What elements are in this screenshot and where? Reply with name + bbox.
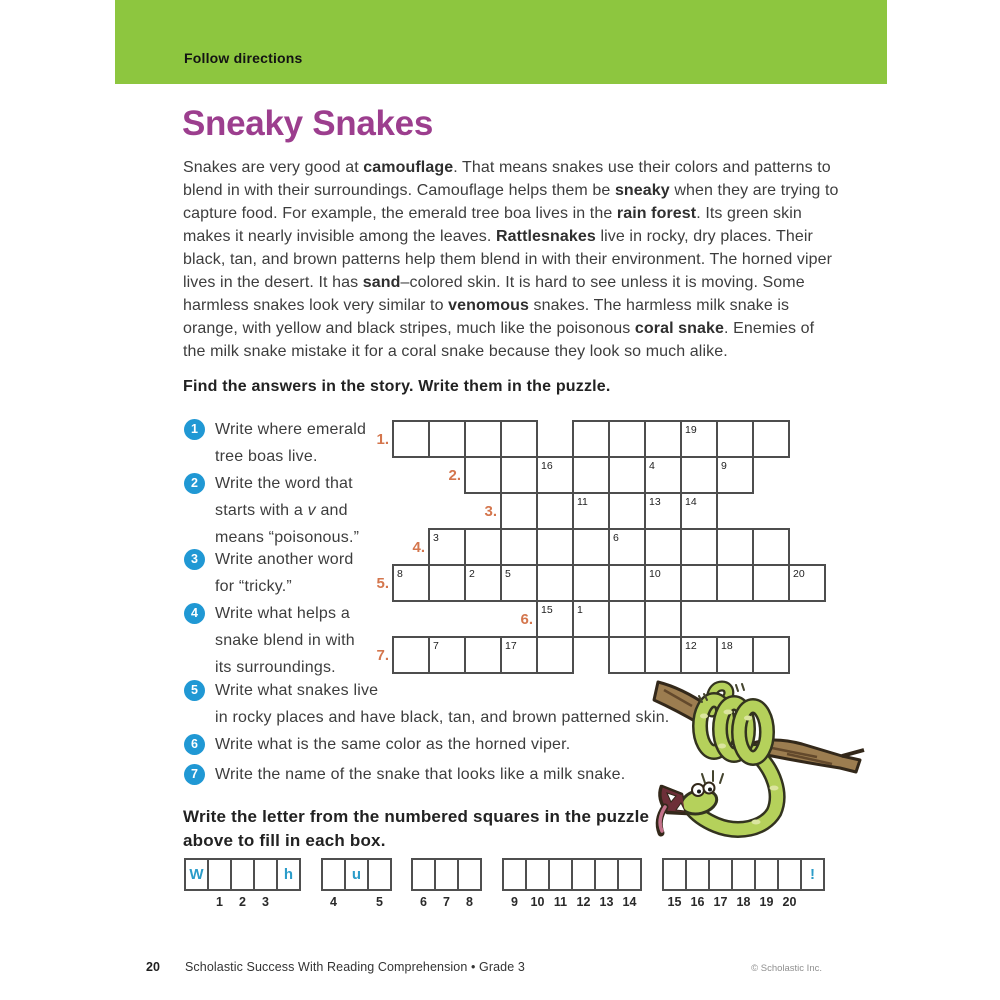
puzzle-cell-number: 6 (613, 532, 619, 544)
question-text: Write what helps a snake blend in with its surroundings. (215, 605, 355, 676)
puzzle-row-label: 7. (376, 647, 389, 664)
puzzle-cell[interactable] (500, 420, 538, 458)
puzzle-directions-heading: Find the answers in the story. Write them in the puzzle. (183, 378, 611, 395)
puzzle-cell[interactable] (428, 564, 466, 602)
puzzle-row-label: 3. (484, 503, 497, 520)
answer-box[interactable] (571, 858, 596, 891)
answer-box-number: 8 (466, 895, 473, 909)
puzzle-cell[interactable] (572, 456, 610, 494)
answer-box[interactable] (662, 858, 687, 891)
answer-box[interactable] (754, 858, 779, 891)
puzzle-cell-number: 14 (685, 496, 697, 508)
story-paragraph (183, 156, 841, 363)
question-number-badge: 1 (184, 419, 205, 440)
puzzle-cell[interactable] (608, 636, 646, 674)
answer-box-number: 4 (330, 895, 337, 909)
puzzle-cell[interactable] (608, 492, 646, 530)
puzzle-cell-number: 2 (469, 568, 475, 580)
answer-box[interactable] (321, 858, 346, 891)
answer-box-number: 5 (376, 895, 383, 909)
puzzle-cell[interactable] (644, 528, 682, 566)
puzzle-cell[interactable] (464, 528, 502, 566)
puzzle-cell[interactable] (536, 492, 574, 530)
page-title: Sneaky Snakes (182, 104, 433, 143)
question-text: Write another word for “tricky.” (215, 551, 354, 595)
question-number-badge: 5 (184, 680, 205, 701)
answer-box-number: 16 (690, 895, 705, 909)
copyright-notice: © Scholastic Inc. (751, 963, 822, 974)
answer-box-number: 13 (599, 895, 614, 909)
puzzle-cell[interactable] (464, 420, 502, 458)
puzzle-cell-number: 10 (649, 568, 661, 580)
puzzle-cell[interactable] (716, 564, 754, 602)
paragraph-text: snakes. The harmless milk snake is orange, with yellow and black stripes, much like the poisonous (183, 297, 790, 337)
answer-box-number: 19 (759, 895, 774, 909)
book-title: Scholastic Success With Reading Comprehension • Grade 3 (185, 960, 525, 974)
answer-box-number: 18 (736, 895, 751, 909)
puzzle-cell[interactable] (572, 420, 610, 458)
puzzle-cell[interactable] (644, 600, 682, 638)
answer-box[interactable] (617, 858, 642, 891)
answer-box-number: 11 (553, 895, 568, 909)
letter-boxes-heading-line1: Write the letter from the numbered squares in the puzzle (183, 807, 650, 826)
puzzle-row-label: 2. (448, 467, 461, 484)
puzzle-cell[interactable] (536, 564, 574, 602)
answer-letter-boxes (0, 858, 1000, 913)
puzzle-cell[interactable] (500, 528, 538, 566)
puzzle-cell-number: 20 (793, 568, 805, 580)
branch-fork (842, 750, 864, 756)
answer-box-number: 20 (782, 895, 797, 909)
puzzle-cell[interactable] (500, 456, 538, 494)
answer-box-number: 6 (420, 895, 427, 909)
letter-boxes-heading-line2: above to fill in each box. (183, 830, 386, 850)
answer-box[interactable] (367, 858, 392, 891)
puzzle-cell[interactable] (464, 636, 502, 674)
paragraph-text: . Enemies of the milk snake mistake it for a coral snake because they look so much alike. (183, 320, 815, 360)
puzzle-cell-number: 7 (433, 640, 439, 652)
question-text: Write what is the same color as the horned viper. (215, 736, 571, 753)
crossword-puzzle (376, 420, 832, 680)
answer-box-number: 10 (530, 895, 545, 909)
answer-box-number: 1 (216, 895, 223, 909)
answer-box[interactable] (457, 858, 482, 891)
answer-box[interactable] (230, 858, 255, 891)
puzzle-cell-number: 19 (685, 424, 697, 436)
answer-box-number: 7 (443, 895, 450, 909)
answer-box-number: 15 (667, 895, 682, 909)
answer-box-number: 2 (239, 895, 246, 909)
skill-tag-label: Follow directions (184, 50, 303, 66)
puzzle-row-label: 5. (376, 575, 389, 592)
puzzle-cell-number: 11 (577, 496, 588, 508)
vocabulary-term: sand (362, 274, 401, 291)
puzzle-cell[interactable] (680, 528, 718, 566)
answer-box[interactable] (434, 858, 459, 891)
vocabulary-term: coral snake (634, 320, 725, 337)
puzzle-cell[interactable] (716, 528, 754, 566)
answer-box[interactable] (777, 858, 802, 891)
puzzle-cell[interactable] (680, 456, 718, 494)
question-number-badge: 2 (184, 473, 205, 494)
answer-box[interactable] (207, 858, 232, 891)
puzzle-cell[interactable] (536, 636, 574, 674)
puzzle-cell-number: 3 (433, 532, 439, 544)
puzzle-cell[interactable] (572, 528, 610, 566)
puzzle-cell-number: 17 (505, 640, 517, 652)
vocabulary-term: Rattlesnakes (496, 228, 596, 245)
puzzle-cell-number: 9 (721, 460, 727, 472)
puzzle-row-label: 4. (412, 539, 425, 556)
paragraph-text: when they are trying to capture food. For example, the emerald tree boa lives in the (183, 182, 839, 222)
puzzle-cell-number: 1 (577, 604, 583, 616)
paragraph-text: –colored skin. It is hard to see unless it is moving. Some harmless snakes look very similar to (183, 274, 805, 314)
answer-box[interactable] (548, 858, 573, 891)
answer-box-prefilled[interactable]: u (344, 858, 369, 891)
vocabulary-term: rain forest (616, 205, 697, 222)
paragraph-text: . Its green skin makes it nearly invisible among the leaves. (183, 205, 802, 245)
answer-box[interactable] (502, 858, 527, 891)
vocabulary-term: venomous (448, 297, 529, 314)
answer-box[interactable] (411, 858, 436, 891)
puzzle-cell[interactable] (644, 420, 682, 458)
answer-box-number: 17 (713, 895, 728, 909)
question-text: Write where emerald tree boas live. (215, 421, 367, 465)
puzzle-cell[interactable] (500, 492, 538, 530)
vocabulary-term: sneaky (614, 182, 670, 199)
puzzle-cell-number: 8 (397, 568, 403, 580)
puzzle-cell[interactable] (752, 528, 790, 566)
puzzle-cell-number: 13 (649, 496, 661, 508)
answer-box[interactable] (708, 858, 733, 891)
answer-box[interactable] (594, 858, 619, 891)
question-number-badge: 7 (184, 764, 205, 785)
answer-box-prefilled[interactable]: ! (800, 858, 825, 891)
answer-box[interactable] (731, 858, 756, 891)
page-number: 20 (146, 960, 160, 974)
vocabulary-term: camouflage (363, 159, 454, 176)
paragraph-text: Snakes are very good at (183, 159, 364, 176)
puzzle-cell-number: 5 (505, 568, 511, 580)
puzzle-cell-number: 16 (541, 460, 553, 472)
paragraph-text: . That means snakes use their colors and patterns to blend in with their surroundings. Camouflage helps them be (183, 159, 831, 199)
puzzle-cell-number: 15 (541, 604, 553, 616)
puzzle-row-label: 1. (376, 431, 389, 448)
puzzle-cell[interactable] (572, 564, 610, 602)
snake-illustration (652, 660, 872, 845)
puzzle-cell[interactable] (392, 420, 430, 458)
answer-box[interactable] (685, 858, 710, 891)
question-text: Write the word that starts with a v and means “poisonous.” (215, 475, 360, 546)
answer-box[interactable] (253, 858, 278, 891)
question-text: Write the name of the snake that looks like a milk snake. (215, 766, 626, 783)
puzzle-cell[interactable] (716, 420, 754, 458)
puzzle-cell[interactable] (752, 564, 790, 602)
question-number-badge: 4 (184, 603, 205, 624)
puzzle-cell-number: 18 (721, 640, 733, 652)
answer-box-number: 14 (622, 895, 637, 909)
puzzle-cell[interactable] (608, 420, 646, 458)
answer-box-prefilled[interactable]: W (184, 858, 209, 891)
question-number-badge: 6 (184, 734, 205, 755)
puzzle-cell[interactable] (428, 420, 466, 458)
puzzle-cell[interactable] (680, 564, 718, 602)
answer-box-number: 3 (262, 895, 269, 909)
question-number-badge: 3 (184, 549, 205, 570)
puzzle-cell-number: 4 (649, 460, 655, 472)
answer-box-prefilled[interactable]: h (276, 858, 301, 891)
letter-boxes-heading (183, 805, 649, 852)
puzzle-cell[interactable] (608, 456, 646, 494)
puzzle-cell[interactable] (752, 420, 790, 458)
puzzle-row-label: 6. (520, 611, 533, 628)
puzzle-cell[interactable] (608, 564, 646, 602)
answer-box-number: 12 (576, 895, 591, 909)
puzzle-cell[interactable] (464, 456, 502, 494)
puzzle-cell[interactable] (608, 600, 646, 638)
answer-box-number: 9 (511, 895, 518, 909)
question-text: Write what snakes live in rocky places and have black, tan, and brown patterned skin. (215, 682, 670, 726)
header-band (115, 0, 887, 84)
puzzle-cell[interactable] (536, 528, 574, 566)
paragraph-text: live in rocky, dry places. Their black, tan, and brown patterns help them blend in with their environment. The horned viper lives in the desert. It has (183, 228, 833, 291)
puzzle-cell-number: 12 (685, 640, 697, 652)
puzzle-cell[interactable] (392, 636, 430, 674)
answer-box[interactable] (525, 858, 550, 891)
